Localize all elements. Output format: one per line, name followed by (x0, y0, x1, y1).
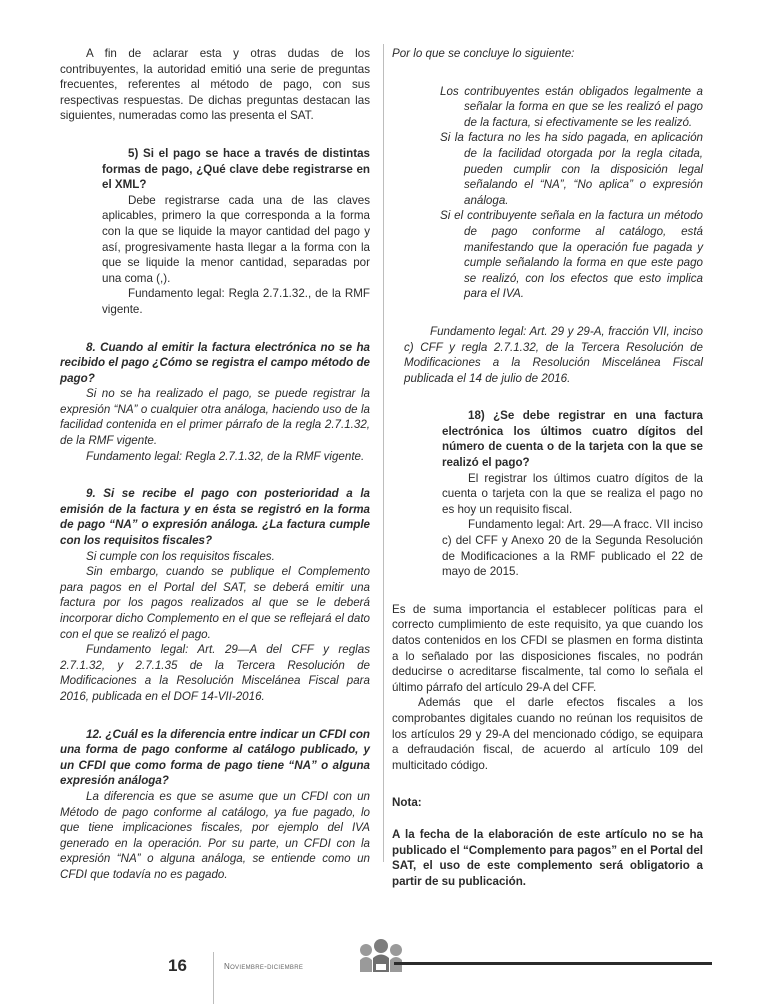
note-label: Nota: (392, 796, 422, 810)
question-8-legal: Fundamento legal: Regla 2.7.1.32, de la RMF vigente. (86, 449, 365, 463)
conclusion-legal: Fundamento legal: Art. 29 y 29-A, fracción VII, inciso c) CFF y regla 2.7.1.32, de la Tercera Resolución de Modificaciones a la Resolución Miscelánea Fiscal publicada el 14 de julio de 2016. (404, 324, 703, 385)
question-18-heading: 18) ¿Se debe registrar en una factura electrónica los últimos cuatro dígitos del número de cuenta o de la tarjeta con la que se realizó el pago? (442, 409, 703, 470)
intro-paragraph: A fin de aclarar esta y otras dudas de los contribuyentes, la autoridad emitió una serie de preguntas frecuentes, referentes al método de pago, con sus respectivas respuestas. De dichas preguntas destacan las siguientes, numeradas como las presenta el SAT. (60, 47, 370, 123)
question-5-block (60, 146, 370, 318)
publisher-logo-icon (356, 938, 406, 974)
question-12-answer: La diferencia es que se asume que un CFDI con un Método de pago conforme al catálogo, ya fue pagado, lo que tiene implicaciones fiscales, por ejemplo del IVA generado en la operación. Por su parte, un CFDI con la expresión “NA” o alguna análoga, se entiende como un CFDI que todavía no es pagado. (60, 789, 370, 881)
question-18-answer: El registrar los últimos cuatro dígitos de la cuenta o tarjeta con la que se realiza el pago no es hoy un requisito fiscal. (442, 471, 703, 516)
conclusion-item: Si la factura no les ha sido pagada, en aplicación de la facilidad otorgada por la regla citada, pueden cumplir con la disposición legal señalando el “NA”, “No aplica” o expresión análoga. (440, 131, 703, 207)
right-column (392, 46, 703, 889)
question-9-heading: 9. Si se recibe el pago con posterioridad a la emisión de la factura y en ésta se registró en la forma de pago “NA” o expresión análoga. ¿La factura cumple con los requisitos fiscales? (60, 487, 370, 548)
footer-separator (213, 952, 214, 1004)
footer-rule (394, 962, 712, 965)
question-5-heading: 5) Si el pago se hace a través de distintas formas de pago, ¿Qué clave debe registrarse en el XML? (102, 146, 370, 192)
additional-paragraph: Además que el darle efectos fiscales a los comprobantes digitales cuando no reúnan los requisitos de los artículos 29 y 29-A del mencionado código, se equipara a defraudación fiscal, de acuerdo al artículo 109 del multicitado código. (392, 696, 703, 772)
conclusion-intro: Por lo que se concluye lo siguiente: (392, 47, 575, 60)
question-8-answer: Si no se ha realizado el pago, se puede registrar la expresión “NA” o cualquier otra análoga, haciendo uso de la facilidad contenida en el primer párrafo de la regla 2.7.1.32, de la RMF vigente. (60, 387, 370, 448)
note-text: A la fecha de la elaboración de este artículo no se ha publicado el “Complemento para pagos” en el Portal del SAT, el uso de este complemento será obligatorio a partir de su publicación. (392, 827, 703, 888)
question-9-detail: Sin embargo, cuando se publique el Complemento para pagos en el Portal del SAT, se deberá emitir una factura por los pagos realizados al que se le deberá incorporar dicho Complemento en el que se reflejará el dato con el que se realizó el pago. (60, 565, 370, 641)
column-divider (383, 44, 384, 862)
issue-month: Noviembre-diciembre (224, 962, 304, 971)
question-9-legal: Fundamento legal: Art. 29—A del CFF y reglas 2.7.1.32, y 2.7.1.35 de la Tercera Resolución de Modificaciones a la Resolución Miscelánea Fiscal para 2016, publicada en el DOF 14-VII-2016. (60, 643, 370, 703)
question-9-answer: Si cumple con los requisitos fiscales. (86, 549, 275, 563)
question-5-legal: Fundamento legal: Regla 2.7.1.32., de la RMF vigente. (102, 287, 370, 316)
page-number: 16 (168, 956, 187, 975)
question-8-heading: 8. Cuando al emitir la factura electrónica no se ha recibido el pago ¿Cómo se registra el campo método de pago? (60, 340, 370, 385)
question-18-legal: Fundamento legal: Art. 29—A fracc. VII inciso c) del CFF y Anexo 20 de la Segunda Resolución de Modificaciones a la RMF publicado el 22 de mayo de 2015. (442, 518, 703, 579)
importance-paragraph: Es de suma importancia el establecer políticas para el correcto cumplimiento de este requisito, ya que cuando los datos contenidos en los CFDI se plasmen en forma distinta a lo señalado por las disposiciones fiscales, no podrán deducirse o acreditarse fiscalmente, tal como lo señala el último párrafo del artículo 29-A del CFF. (392, 602, 703, 694)
question-12-heading: 12. ¿Cuál es la diferencia entre indicar un CFDI con una forma de pago conforme al catálogo publicado, y un CFDI que como forma de pago tiene “NA” o alguna expresión análoga? (60, 727, 370, 788)
left-column (60, 46, 370, 883)
question-5-answer: Debe registrarse cada una de las claves aplicables, primero la que corresponda a la forma con la que se liquide la mayor cantidad del pago y así, progresivamente hasta llegar a la forma con la que se liquide la menor cantidad, separadas por una coma (,). (102, 193, 370, 285)
conclusion-item: Los contribuyentes están obligados legalmente a señalar la forma en que se les realizó el pago de la factura, si efectivamente se les realizó. (440, 84, 703, 129)
conclusion-list (392, 84, 703, 302)
conclusion-item: Si el contribuyente señala en la factura un método de pago conforme al catálogo, está manifestando que la operación fue pagada y cumple señalando la forma en que este pago se realizó, con los efectos que esto implica para el IVA. (440, 209, 703, 301)
question-18-block (392, 408, 703, 580)
